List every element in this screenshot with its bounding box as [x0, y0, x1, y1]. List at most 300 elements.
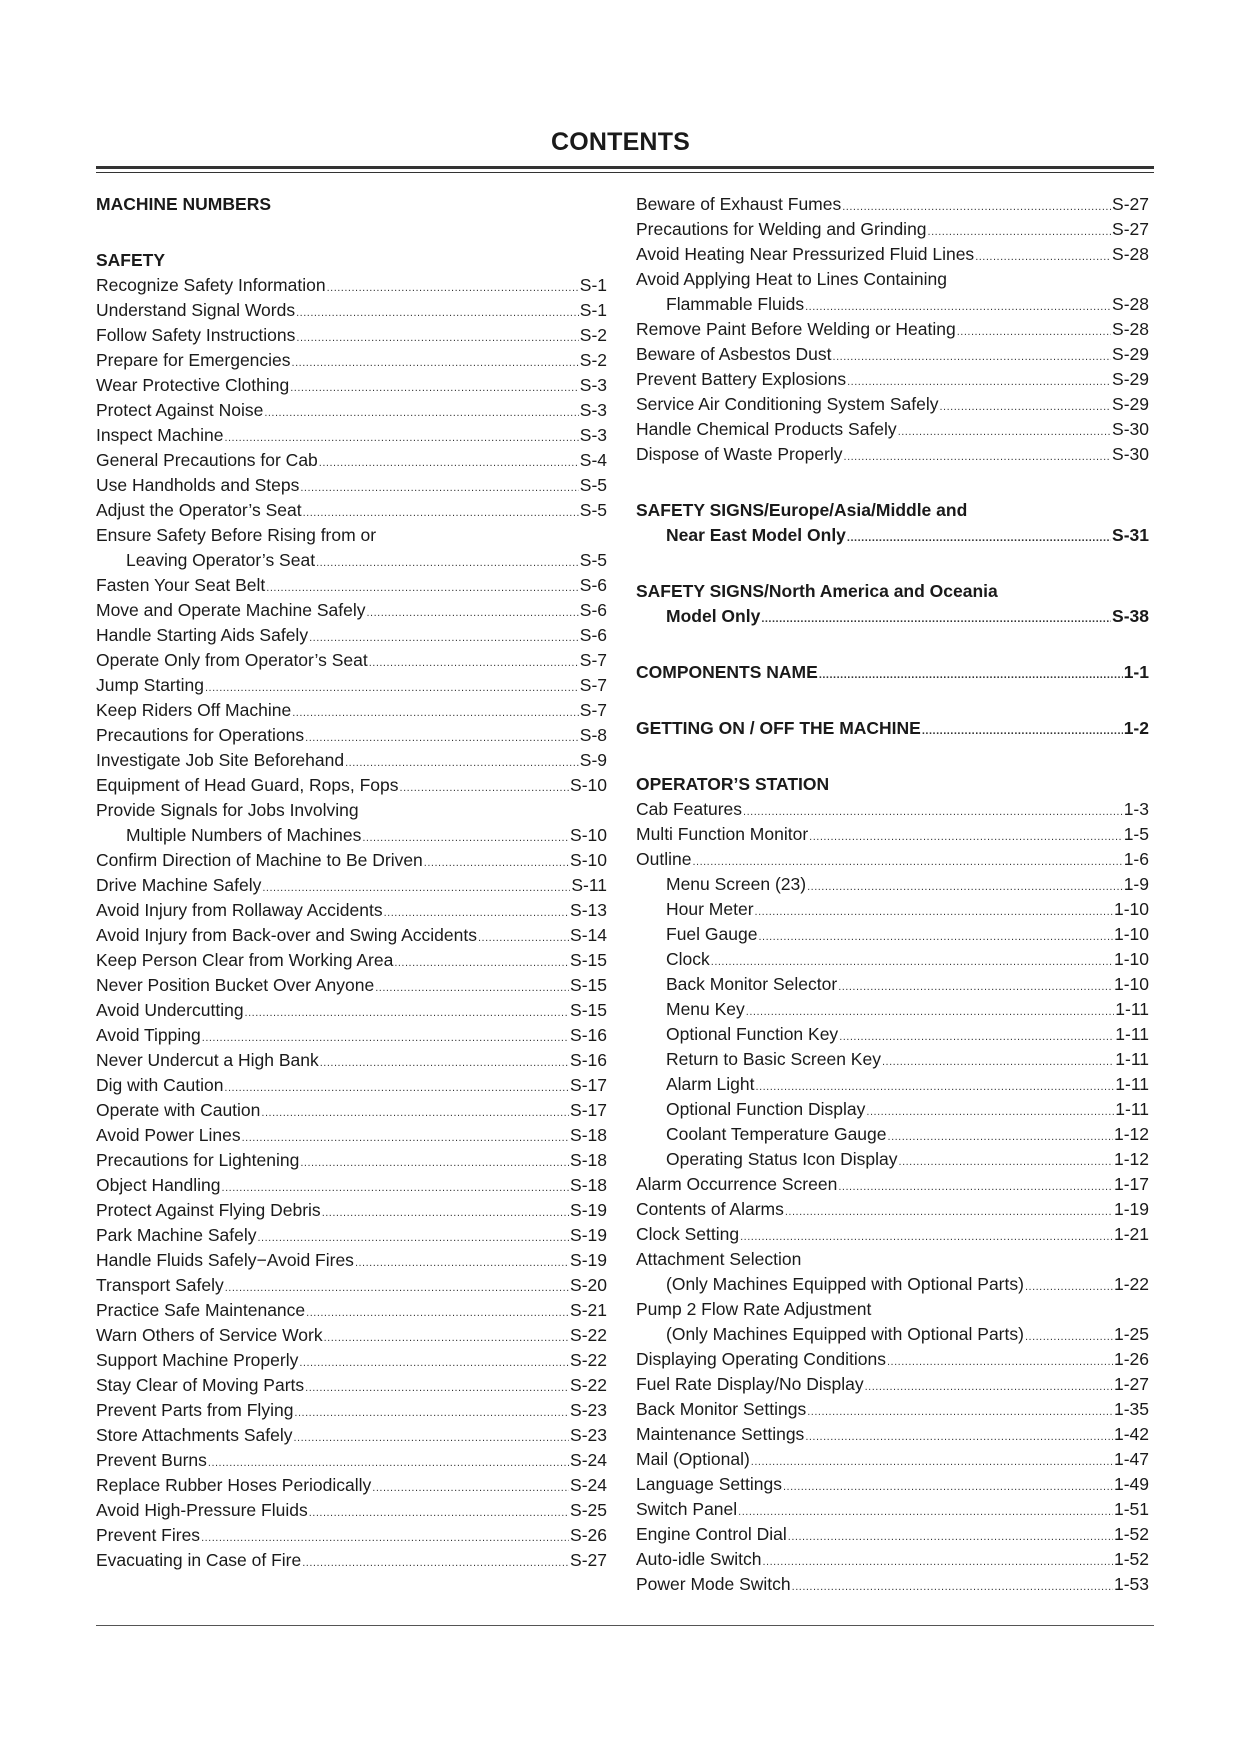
toc-entry-move-and-operate-machine-safely[interactable]: [96, 598, 607, 623]
toc-entry-protect-against-noise[interactable]: [96, 398, 607, 423]
toc-entry-page: S-2: [579, 350, 607, 370]
toc-entry-title: Never Undercut a High Bank: [96, 1050, 319, 1070]
toc-entry-avoid-heating-near-pressurized-fluid-lines[interactable]: [636, 242, 1149, 267]
toc-entry-avoid-power-lines[interactable]: [96, 1123, 607, 1148]
toc-entry-operate-only-from-operator-s-seat[interactable]: [96, 648, 607, 673]
toc-entry-investigate-job-site-beforehand[interactable]: [96, 748, 607, 773]
toc-entry-page: 1-22: [1113, 1274, 1149, 1294]
toc-entry-avoid-high-pressure-fluids[interactable]: [96, 1498, 607, 1523]
dot-leader: [225, 1273, 569, 1301]
toc-entry-leaving-operator-s-seat[interactable]: [96, 548, 607, 573]
toc-entry-flammable-fluids[interactable]: [636, 292, 1149, 317]
dot-leader: [294, 1423, 570, 1451]
toc-entry-avoid-undercutting[interactable]: [96, 998, 607, 1023]
toc-entry-page: S-6: [579, 575, 607, 595]
dot-leader: [242, 1123, 569, 1151]
toc-entry-title: Drive Machine Safely: [96, 875, 262, 895]
toc-entry-title: Dig with Caution: [96, 1075, 224, 1095]
toc-entry-title: General Precautions for Cab: [96, 450, 318, 470]
toc-heading-components-name[interactable]: [636, 660, 1149, 685]
dot-leader: [305, 1373, 569, 1401]
toc-entry-page: S-1: [579, 275, 607, 295]
toc-entry-recognize-safety-information[interactable]: [96, 273, 607, 298]
dot-leader: [245, 998, 569, 1026]
toc-entry-language-settings[interactable]: [636, 1472, 1149, 1497]
toc-entry-title: Precautions for Operations: [96, 725, 305, 745]
toc-entry-coolant-temperature-gauge[interactable]: [636, 1122, 1149, 1147]
toc-entry-title: Recognize Safety Information: [96, 275, 326, 295]
toc-entry-clock[interactable]: [636, 947, 1149, 972]
toc-entry-remove-paint-before-welding-or-heating[interactable]: [636, 317, 1149, 342]
toc-entry-support-machine-properly[interactable]: [96, 1348, 607, 1373]
toc-entry-stay-clear-of-moving-parts[interactable]: [96, 1373, 607, 1398]
toc-entry-avoid-applying-heat-to-lines-containing: [636, 267, 1149, 292]
toc-entry-page: S-18: [570, 1175, 607, 1195]
toc-entry-title: Confirm Direction of Machine to Be Driven: [96, 850, 423, 870]
toc-entry-page: S-7: [579, 650, 607, 670]
toc-entry-handle-chemical-products-safely[interactable]: [636, 417, 1149, 442]
toc-entry-operating-status-icon-display[interactable]: [636, 1147, 1149, 1172]
toc-entry-return-to-basic-screen-key[interactable]: [636, 1047, 1149, 1072]
toc-entry-title: Ensure Safety Before Rising from or: [96, 525, 377, 545]
toc-entry-title: Maintenance Settings: [636, 1424, 805, 1444]
toc-entry-title: Fuel Rate Display/No Display: [636, 1374, 864, 1394]
toc-entry-prevent-battery-explosions[interactable]: [636, 367, 1149, 392]
toc-entry-page: S-19: [570, 1250, 607, 1270]
dot-leader: [296, 323, 578, 351]
toc-entry-page: 1-3: [1123, 799, 1149, 819]
toc-entry-never-undercut-a-high-bank[interactable]: [96, 1048, 607, 1073]
toc-entry-store-attachments-safely[interactable]: [96, 1423, 607, 1448]
toc-entry-page: S-29: [1112, 369, 1149, 389]
toc-entry-never-position-bucket-over-anyone[interactable]: [96, 973, 607, 998]
dot-leader: [266, 573, 578, 601]
toc-entry-title: Operate with Caution: [96, 1100, 261, 1120]
toc-entry-evacuating-in-case-of-fire[interactable]: [96, 1548, 607, 1573]
toc-entry-title: Avoid Applying Heat to Lines Containing: [636, 269, 948, 289]
toc-entry-title: Protect Against Noise: [96, 400, 264, 420]
toc-entry-page: S-3: [579, 425, 607, 445]
toc-entry-page: 1-12: [1113, 1124, 1149, 1144]
toc-entry-title: Avoid Injury from Back-over and Swing Accidents: [96, 925, 477, 945]
toc-entry-page: S-17: [570, 1100, 607, 1120]
toc-entry-handle-starting-aids-safely[interactable]: [96, 623, 607, 648]
toc-entry-page: S-23: [570, 1400, 607, 1420]
toc-entry-page: S-28: [1112, 319, 1149, 339]
toc-entry-only-machines-equipped-with-optional-parts[interactable]: [636, 1272, 1149, 1297]
toc-entry-equipment-of-head-guard-rops-fops[interactable]: [96, 773, 607, 798]
toc-entry-avoid-injury-from-rollaway-accidents[interactable]: [96, 898, 607, 923]
toc-entry-page: 1-1: [1123, 662, 1149, 682]
dot-leader: [922, 716, 1123, 744]
toc-entry-page: S-18: [570, 1150, 607, 1170]
toc-heading-safety-signs-north-america-and-oceania: [636, 579, 1149, 604]
toc-entry-page: 1-10: [1113, 949, 1149, 969]
dot-leader: [740, 1222, 1113, 1250]
toc-entry-page: S-10: [570, 825, 607, 845]
toc-entry-title: Prevent Battery Explosions: [636, 369, 847, 389]
toc-entry-title: Displaying Operating Conditions: [636, 1349, 886, 1369]
toc-entry-confirm-direction-of-machine-to-be-driven[interactable]: [96, 848, 607, 873]
dot-leader: [838, 1172, 1113, 1200]
toc-entry-alarm-occurrence-screen[interactable]: [636, 1172, 1149, 1197]
toc-entry-multiple-numbers-of-machines[interactable]: [96, 823, 607, 848]
toc-entry-object-handling[interactable]: [96, 1173, 607, 1198]
toc-entry-menu-screen-23[interactable]: [636, 872, 1149, 897]
toc-entry-title: Keep Riders Off Machine: [96, 700, 292, 720]
toc-entry-page: S-29: [1112, 344, 1149, 364]
dot-leader: [839, 1022, 1114, 1050]
dot-leader: [788, 1522, 1113, 1550]
toc-entry-adjust-the-operator-s-seat[interactable]: [96, 498, 607, 523]
toc-entry-page: 1-2: [1123, 718, 1149, 738]
dot-leader: [751, 1447, 1113, 1475]
toc-entry-page: S-28: [1112, 294, 1149, 314]
toc-entry-page: S-22: [570, 1375, 607, 1395]
toc-entry-page: 1-25: [1113, 1324, 1149, 1344]
toc-entry-title: Store Attachments Safely: [96, 1425, 293, 1445]
toc-entry-page: 1-11: [1115, 1024, 1149, 1044]
toc-entry-provide-signals-for-jobs-involving: [96, 798, 607, 823]
toc-entry-protect-against-flying-debris[interactable]: [96, 1198, 607, 1223]
toc-heading-model-only[interactable]: [636, 604, 1149, 629]
toc-entry-page: 1-51: [1113, 1499, 1149, 1519]
dot-leader: [478, 923, 569, 951]
toc-entry-title: Avoid High-Pressure Fluids: [96, 1500, 308, 1520]
toc-entry-prevent-burns[interactable]: [96, 1448, 607, 1473]
toc-entry-avoid-injury-from-back-over-and-swing-accidents[interactable]: [96, 923, 607, 948]
toc-entry-page: 1-9: [1123, 874, 1149, 894]
toc-entry-page: S-23: [570, 1425, 607, 1445]
toc-entry-practice-safe-maintenance[interactable]: [96, 1298, 607, 1323]
toc-entry-wear-protective-clothing[interactable]: [96, 373, 607, 398]
toc-entry-menu-key[interactable]: [636, 997, 1149, 1022]
toc-right-column: [636, 192, 1149, 1597]
toc-entry-page: S-9: [579, 750, 607, 770]
toc-entry-dig-with-caution[interactable]: [96, 1073, 607, 1098]
toc-entry-title: Jump Starting: [96, 675, 204, 695]
toc-entry-cab-features[interactable]: [636, 797, 1149, 822]
toc-entry-page: S-4: [579, 450, 607, 470]
dot-leader: [296, 298, 579, 326]
toc-entry-title: Warn Others of Service Work: [96, 1325, 323, 1345]
dot-leader: [928, 217, 1111, 245]
dot-leader: [262, 873, 570, 901]
toc-entry-title: Equipment of Head Guard, Rops, Fops: [96, 775, 399, 795]
dot-leader: [394, 948, 569, 976]
dot-leader: [294, 1398, 569, 1426]
toc-entry-title: Beware of Exhaust Fumes: [636, 194, 842, 214]
toc-entry-displaying-operating-conditions[interactable]: [636, 1347, 1149, 1372]
toc-entry-page: S-5: [579, 500, 607, 520]
toc-entry-title: Back Monitor Settings: [636, 1399, 807, 1419]
toc-entry-page: S-24: [570, 1475, 607, 1495]
toc-entry-pump-2-flow-rate-adjustment: [636, 1297, 1149, 1322]
dot-leader: [792, 1572, 1113, 1600]
dot-leader: [756, 1072, 1115, 1100]
toc-entry-hour-meter[interactable]: [636, 897, 1149, 922]
toc-entry-page: S-16: [570, 1025, 607, 1045]
toc-entry-fasten-your-seat-belt[interactable]: [96, 573, 607, 598]
dot-leader: [261, 1098, 569, 1126]
toc-heading-getting-on-off-the-machine[interactable]: [636, 716, 1149, 741]
toc-entry-title: Alarm Light: [666, 1074, 755, 1094]
dot-leader: [222, 1173, 570, 1201]
toc-entry-title: Avoid Heating Near Pressurized Fluid Lines: [636, 244, 975, 264]
toc-entry-use-handholds-and-steps[interactable]: [96, 473, 607, 498]
toc-entry-title: Language Settings: [636, 1474, 782, 1494]
toc-entry-page: S-11: [571, 875, 607, 895]
toc-entry-warn-others-of-service-work[interactable]: [96, 1323, 607, 1348]
dot-leader: [805, 292, 1111, 320]
toc-entry-page: 1-52: [1113, 1549, 1149, 1569]
toc-entry-handle-fluids-safely-avoid-fires[interactable]: [96, 1248, 607, 1273]
dot-leader: [309, 623, 579, 651]
dot-leader: [305, 723, 579, 751]
toc-entry-page: S-3: [579, 375, 607, 395]
toc-entry-title: Practice Safe Maintenance: [96, 1300, 306, 1320]
dot-leader: [809, 822, 1123, 850]
toc-entry-dispose-of-waste-properly[interactable]: [636, 442, 1149, 467]
toc-entry-beware-of-exhaust-fumes[interactable]: [636, 192, 1149, 217]
toc-entry-back-monitor-selector[interactable]: [636, 972, 1149, 997]
toc-entry-fuel-gauge[interactable]: [636, 922, 1149, 947]
dot-leader: [201, 1523, 569, 1551]
toc-entry-prevent-parts-from-flying[interactable]: [96, 1398, 607, 1423]
dot-leader: [888, 1122, 1113, 1150]
toc-entry-alarm-light[interactable]: [636, 1072, 1149, 1097]
dot-leader: [309, 1498, 569, 1526]
toc-entry-title: Transport Safely: [96, 1275, 224, 1295]
toc-entry-prepare-for-emergencies[interactable]: [96, 348, 607, 373]
toc-entry-title: Follow Safety Instructions: [96, 325, 296, 345]
toc-entry-inspect-machine[interactable]: [96, 423, 607, 448]
toc-entry-page: S-27: [570, 1550, 607, 1570]
toc-entry-page: S-22: [570, 1325, 607, 1345]
toc-entry-title: MACHINE NUMBERS: [96, 194, 271, 214]
toc-entry-page: 1-21: [1113, 1224, 1149, 1244]
toc-entry-only-machines-equipped-with-optional-parts[interactable]: [636, 1322, 1149, 1347]
toc-entry-title: Prepare for Emergencies: [96, 350, 291, 370]
toc-entry-page: 1-42: [1113, 1424, 1149, 1444]
toc-entry-page: S-15: [570, 1000, 607, 1020]
toc-entry-title: Move and Operate Machine Safely: [96, 600, 366, 620]
dot-leader: [300, 473, 578, 501]
toc-entry-optional-function-key[interactable]: [636, 1022, 1149, 1047]
toc-heading-safety-signs-europe-asia-middle-and: [636, 498, 1149, 523]
dot-leader: [805, 1422, 1113, 1450]
toc-entry-outline[interactable]: [636, 847, 1149, 872]
toc-entry-title: SAFETY: [96, 250, 166, 270]
toc-entry-precautions-for-lightening[interactable]: [96, 1148, 607, 1173]
toc-entry-page: 1-10: [1113, 899, 1149, 919]
toc-entry-page: S-28: [1112, 244, 1149, 264]
toc-entry-power-mode-switch[interactable]: [636, 1572, 1149, 1597]
toc-entry-general-precautions-for-cab[interactable]: [96, 448, 607, 473]
dot-leader: [202, 1023, 569, 1051]
dot-leader: [355, 1248, 569, 1276]
dot-leader: [302, 1548, 569, 1576]
toc-entry-page: S-7: [579, 675, 607, 695]
toc-entry-title: Precautions for Welding and Grinding: [636, 219, 927, 239]
toc-entry-page: S-13: [570, 900, 607, 920]
toc-entry-back-monitor-settings[interactable]: [636, 1397, 1149, 1422]
toc-entry-switch-panel[interactable]: [636, 1497, 1149, 1522]
toc-entry-page: S-3: [579, 400, 607, 420]
toc-entry-avoid-tipping[interactable]: [96, 1023, 607, 1048]
toc-entry-keep-person-clear-from-working-area[interactable]: [96, 948, 607, 973]
dot-leader: [224, 1073, 569, 1101]
dot-leader: [299, 1348, 569, 1376]
dot-leader: [692, 847, 1122, 875]
toc-entry-title: Optional Function Display: [666, 1099, 866, 1119]
toc-entry-page: 1-49: [1113, 1474, 1149, 1494]
toc-entry-page: S-30: [1112, 419, 1149, 439]
toc-entry-title: Auto-idle Switch: [636, 1549, 762, 1569]
toc-entry-title: SAFETY SIGNS/Europe/Asia/Middle and: [636, 500, 968, 520]
toc-entry-title: Object Handling: [96, 1175, 221, 1195]
toc-entry-page: S-1: [579, 300, 607, 320]
toc-entry-page: S-19: [570, 1200, 607, 1220]
dot-leader: [306, 1298, 569, 1326]
section-gap: [636, 685, 1149, 716]
dot-leader: [833, 342, 1112, 370]
toc-entry-mail-optional[interactable]: [636, 1447, 1149, 1472]
dot-leader: [290, 373, 579, 401]
toc-entry-title: Service Air Conditioning System Safely: [636, 394, 939, 414]
toc-entry-title: Handle Starting Aids Safely: [96, 625, 309, 645]
toc-entry-title: Prevent Fires: [96, 1525, 201, 1545]
toc-entry-title: Multi Function Monitor: [636, 824, 809, 844]
toc-entry-title: Engine Control Dial: [636, 1524, 787, 1544]
dot-leader: [898, 417, 1111, 445]
toc-entry-title: Prevent Parts from Flying: [96, 1400, 294, 1420]
dot-leader: [375, 973, 569, 1001]
dot-leader: [755, 897, 1113, 925]
toc-entry-auto-idle-switch[interactable]: [636, 1547, 1149, 1572]
toc-entry-title: Switch Panel: [636, 1499, 738, 1519]
toc-entry-title: Replace Rubber Hoses Periodically: [96, 1475, 372, 1495]
toc-entry-beware-of-asbestos-dust[interactable]: [636, 342, 1149, 367]
toc-entry-understand-signal-words[interactable]: [96, 298, 607, 323]
toc-entry-page: 1-35: [1113, 1399, 1149, 1419]
dot-leader: [208, 1448, 569, 1476]
dot-leader: [362, 823, 569, 851]
toc-entry-title: Avoid Tipping: [96, 1025, 201, 1045]
toc-entry-title: SAFETY SIGNS/North America and Oceania: [636, 581, 998, 601]
toc-entry-title: Dispose of Waste Properly: [636, 444, 843, 464]
toc-entry-title: Remove Paint Before Welding or Heating: [636, 319, 956, 339]
toc-entry-title: Use Handholds and Steps: [96, 475, 300, 495]
toc-entry-prevent-fires[interactable]: [96, 1523, 607, 1548]
toc-entry-title: Coolant Temperature Gauge: [666, 1124, 887, 1144]
toc-entry-title: Keep Person Clear from Working Area: [96, 950, 394, 970]
toc-entry-page: S-26: [570, 1525, 607, 1545]
toc-entry-precautions-for-operations[interactable]: [96, 723, 607, 748]
toc-entry-page: 1-11: [1115, 1074, 1149, 1094]
toc-entry-page: 1-26: [1113, 1349, 1149, 1369]
toc-entry-fuel-rate-display-no-display[interactable]: [636, 1372, 1149, 1397]
toc-entry-title: Multiple Numbers of Machines: [126, 825, 362, 845]
toc-entry-jump-starting[interactable]: [96, 673, 607, 698]
toc-entry-title: Power Mode Switch: [636, 1574, 791, 1594]
dot-leader: [205, 673, 579, 701]
dot-leader: [264, 398, 578, 426]
toc-entry-page: 1-27: [1113, 1374, 1149, 1394]
toc-entry-title: Fuel Gauge: [666, 924, 758, 944]
dot-leader: [761, 604, 1111, 632]
toc-entry-title: Fasten Your Seat Belt: [96, 575, 266, 595]
dot-leader: [785, 1197, 1113, 1225]
dot-leader: [743, 797, 1123, 825]
toc-entry-page: 1-11: [1115, 1049, 1149, 1069]
toc-entry-multi-function-monitor[interactable]: [636, 822, 1149, 847]
toc-entry-replace-rubber-hoses-periodically[interactable]: [96, 1473, 607, 1498]
toc-entry-precautions-for-welding-and-grinding[interactable]: [636, 217, 1149, 242]
dot-leader: [711, 947, 1113, 975]
toc-entry-contents-of-alarms[interactable]: [636, 1197, 1149, 1222]
toc-entry-service-air-conditioning-system-safely[interactable]: [636, 392, 1149, 417]
toc-entry-keep-riders-off-machine[interactable]: [96, 698, 607, 723]
toc-entry-page: S-15: [570, 975, 607, 995]
dot-leader: [807, 872, 1123, 900]
toc-entry-title: Provide Signals for Jobs Involving: [96, 800, 359, 820]
toc-entry-maintenance-settings[interactable]: [636, 1422, 1149, 1447]
toc-entry-page: S-8: [579, 725, 607, 745]
toc-entry-page: S-25: [570, 1500, 607, 1520]
toc-entry-page: 1-11: [1115, 999, 1149, 1019]
toc-entry-page: S-18: [570, 1125, 607, 1145]
toc-entry-transport-safely[interactable]: [96, 1273, 607, 1298]
toc-heading-near-east-model-only[interactable]: [636, 523, 1149, 548]
toc-entry-follow-safety-instructions[interactable]: [96, 323, 607, 348]
toc-entry-title: (Only Machines Equipped with Optional Parts): [666, 1324, 1024, 1344]
toc-entry-page: S-29: [1112, 394, 1149, 414]
dot-leader: [400, 773, 570, 801]
toc-entry-page: S-2: [579, 325, 607, 345]
toc-entry-title: Attachment Selection: [636, 1249, 802, 1269]
toc-entry-title: Inspect Machine: [96, 425, 224, 445]
toc-entry-title: Clock Setting: [636, 1224, 740, 1244]
toc-entry-page: S-16: [570, 1050, 607, 1070]
toc-entry-page: S-15: [570, 950, 607, 970]
toc-entry-title: Protect Against Flying Debris: [96, 1200, 321, 1220]
toc-entry-title: Pump 2 Flow Rate Adjustment: [636, 1299, 872, 1319]
dot-leader: [746, 997, 1114, 1025]
toc-entry-optional-function-display[interactable]: [636, 1097, 1149, 1122]
toc-entry-title: Operating Status Icon Display: [666, 1149, 898, 1169]
dot-leader: [292, 698, 579, 726]
toc-entry-title: Evacuating in Case of Fire: [96, 1550, 302, 1570]
dot-leader: [424, 848, 569, 876]
toc-entry-title: Back Monitor Selector: [666, 974, 838, 994]
toc-entry-page: 1-10: [1113, 924, 1149, 944]
dot-leader: [372, 1473, 569, 1501]
toc-entry-title: Alarm Occurrence Screen: [636, 1174, 838, 1194]
toc-entry-drive-machine-safely[interactable]: [96, 873, 607, 898]
toc-entry-title: Clock: [666, 949, 710, 969]
toc-entry-clock-setting[interactable]: [636, 1222, 1149, 1247]
toc-entry-page: S-27: [1112, 219, 1149, 239]
toc-entry-page: 1-6: [1123, 849, 1149, 869]
dot-leader: [1025, 1322, 1113, 1350]
toc-entry-engine-control-dial[interactable]: [636, 1522, 1149, 1547]
toc-entry-operate-with-caution[interactable]: [96, 1098, 607, 1123]
toc-heading-operator-s-station: [636, 772, 1149, 797]
dot-leader: [807, 1397, 1113, 1425]
toc-entry-page: S-10: [570, 850, 607, 870]
toc-entry-park-machine-safely[interactable]: [96, 1223, 607, 1248]
